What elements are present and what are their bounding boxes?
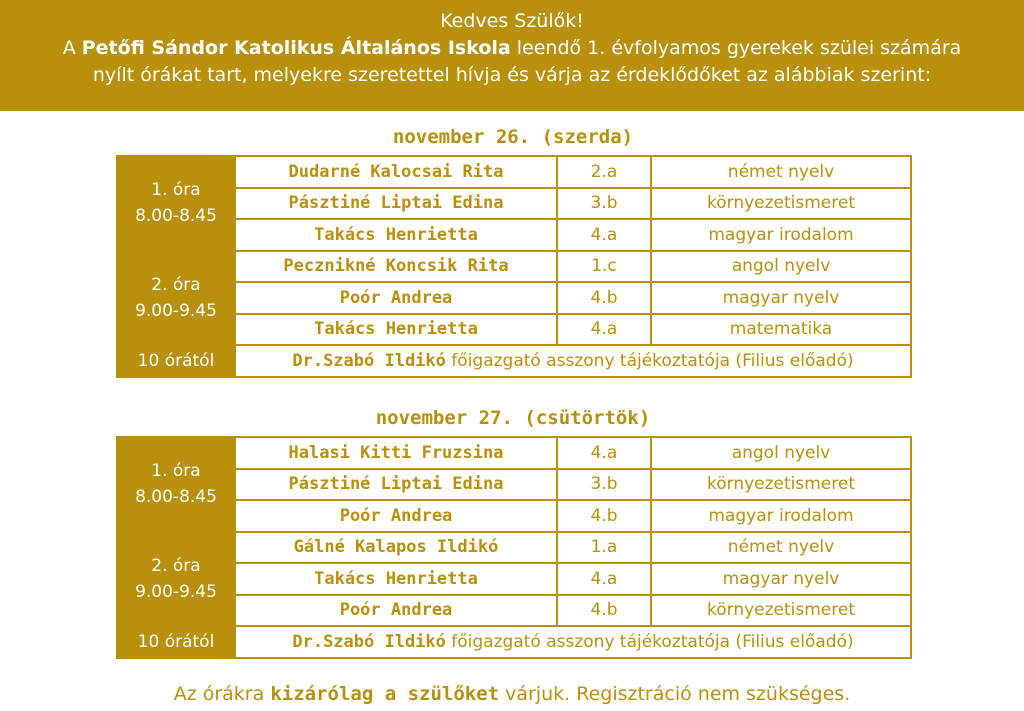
slot-time-cell: 2. óra 9.00-9.45 (117, 532, 235, 627)
class-cell: 3.b (557, 469, 651, 501)
footer-note (0, 683, 1024, 705)
info-text: főigazgató asszony tájékoztatója (Filius előadó) (445, 350, 854, 371)
info-row (117, 626, 911, 658)
school-name: Petőfi Sándor Katolikus Általános Iskola (81, 37, 511, 59)
class-cell: 1.a (557, 532, 651, 564)
class-cell: 4.b (557, 282, 651, 314)
info-speaker: Dr.Szabó Ildikó (292, 350, 446, 371)
info-cell (235, 626, 911, 658)
teacher-cell: Takács Henrietta (235, 219, 557, 251)
class-cell: 4.b (557, 595, 651, 627)
subject-cell: matematika (651, 314, 911, 346)
teacher-cell: Pásztiné Liptai Edina (235, 188, 557, 220)
table-row (117, 469, 911, 501)
table-row (117, 219, 911, 251)
teacher-cell: Poór Andrea (235, 500, 557, 532)
footer-prefix: Az órákra (173, 683, 271, 705)
subject-cell: német nyelv (651, 532, 911, 564)
slot-time-cell: 2. óra 9.00-9.45 (117, 251, 235, 346)
class-cell: 4.a (557, 219, 651, 251)
class-cell: 3.b (557, 188, 651, 220)
teacher-cell: Poór Andrea (235, 282, 557, 314)
table-row (117, 563, 911, 595)
schedule-table-2 (116, 436, 912, 659)
subject-cell: magyar nyelv (651, 563, 911, 595)
info-time-cell: 10 órától (117, 626, 235, 658)
slot-time-cell: 1. óra 8.00-8.45 (117, 437, 235, 532)
table-row (117, 188, 911, 220)
teacher-cell: Dudarné Kalocsai Rita (235, 156, 557, 188)
class-cell: 4.a (557, 563, 651, 595)
subject-cell: magyar irodalom (651, 500, 911, 532)
schedule-table-1 (116, 155, 912, 378)
subject-cell: környezetismeret (651, 595, 911, 627)
class-cell: 1.c (557, 251, 651, 283)
teacher-cell: Pecznikné Koncsik Rita (235, 251, 557, 283)
table-row (117, 282, 911, 314)
table-row (117, 156, 911, 188)
footer-suffix: várjuk. Regisztráció nem szükséges. (499, 683, 851, 705)
subject-cell: angol nyelv (651, 437, 911, 469)
header-banner (0, 0, 1024, 111)
subject-cell: magyar nyelv (651, 282, 911, 314)
intro-prefix: A (62, 37, 82, 59)
subject-cell: magyar irodalom (651, 219, 911, 251)
info-speaker: Dr.Szabó Ildikó (292, 631, 446, 652)
greeting: Kedves Szülők! (440, 10, 584, 32)
subject-cell: német nyelv (651, 156, 911, 188)
slot-time-cell: 1. óra 8.00-8.45 (117, 156, 235, 251)
day-heading-1: november 26. (szerda) (392, 126, 634, 148)
info-row (117, 345, 911, 377)
teacher-cell: Takács Henrietta (235, 314, 557, 346)
class-cell: 4.a (557, 314, 651, 346)
teacher-cell: Pásztiné Liptai Edina (235, 469, 557, 501)
table-row (117, 595, 911, 627)
info-time-cell: 10 órától (117, 345, 235, 377)
teacher-cell: Takács Henrietta (235, 563, 557, 595)
table-row (117, 500, 911, 532)
subject-cell: angol nyelv (651, 251, 911, 283)
footer-emphasis: kizárólag a szülőket (270, 683, 500, 705)
info-text: főigazgató asszony tájékoztatója (Filius előadó) (445, 631, 854, 652)
teacher-cell: Poór Andrea (235, 595, 557, 627)
day-heading-2: november 27. (csütörtök) (375, 407, 651, 429)
subject-cell: környezetismeret (651, 469, 911, 501)
table-row (117, 532, 911, 564)
class-cell: 4.a (557, 437, 651, 469)
intro-suffix: leendő 1. évfolyamos gyerekek szülei számára (510, 37, 962, 59)
intro-line-2 (0, 35, 1024, 62)
teacher-cell: Gálné Kalapos Ildikó (235, 532, 557, 564)
intro-line-3: nyílt órákat tart, melyekre szeretettel hívja és várja az érdeklődőket az alábbiak szerint: (92, 64, 932, 86)
teacher-cell: Halasi Kitti Fruzsina (235, 437, 557, 469)
subject-cell: környezetismeret (651, 188, 911, 220)
table-row (117, 437, 911, 469)
class-cell: 4.b (557, 500, 651, 532)
table-row (117, 314, 911, 346)
class-cell: 2.a (557, 156, 651, 188)
info-cell (235, 345, 911, 377)
table-row (117, 251, 911, 283)
